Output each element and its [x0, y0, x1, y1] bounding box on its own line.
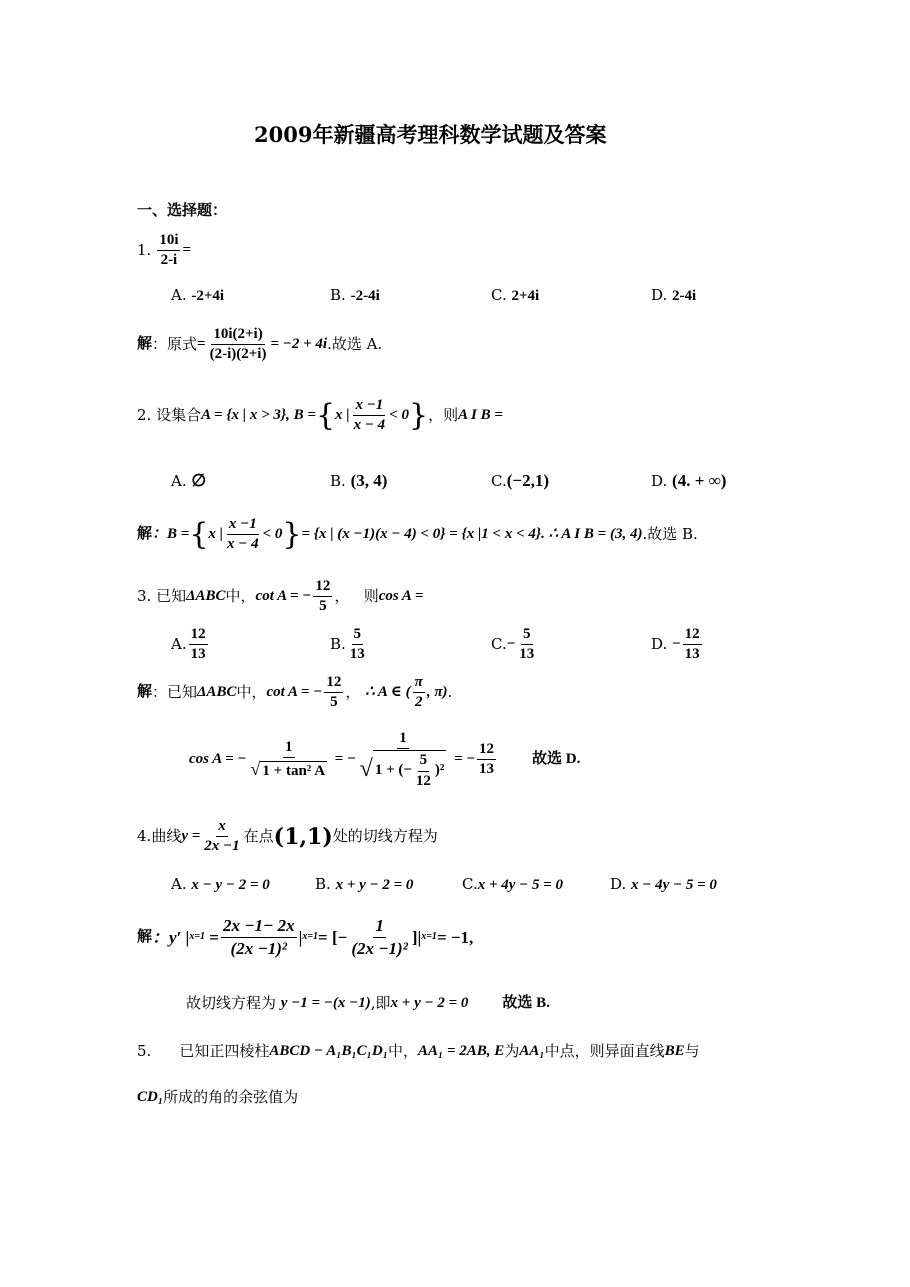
q2-option-a: A. ∅: [171, 471, 207, 490]
q2-option-c: C.(−2,1): [491, 471, 549, 490]
q5-prism: ABCD − A₁B₁C₁D₁: [269, 1043, 388, 1059]
q4-option-a: A. x − y − 2 = 0: [171, 875, 270, 893]
q3-option-d: D. − $\frac{12}{13}$: [651, 626, 700, 663]
q1-option-b: B. -2-4i: [330, 286, 380, 304]
q3-fraction-1: $\frac{1}{\text{√ 1 + tan² A}}$: [250, 739, 326, 780]
q4-number: 4.: [137, 827, 152, 846]
page-title: 2009年新疆高考理科数学试题及答案: [254, 122, 607, 147]
q5-number: 5.: [137, 1042, 152, 1060]
question-2: 2. 设集合 A = {x | x > 3}, B = { x | $\frac{x -1}{x - 4}$ < 0 } ，则 A I B =: [137, 397, 503, 434]
q1-option-d: D. 2-4i: [651, 286, 697, 304]
q1-numerator: 10i: [157, 232, 180, 251]
q2-sol-fraction: $\frac{x -1}{x - 4}$: [226, 516, 259, 553]
q3-sol-end: 故选 D.: [532, 751, 581, 768]
q1-sol-prefix: ：原式: [152, 335, 198, 354]
q2-sol-mid: = {x | (x −1)(x − 4) < 0} = {x |1 < x < 4}: [301, 526, 542, 543]
q4-point: (1,1): [273, 823, 333, 850]
q3-text: 已知: [156, 587, 187, 606]
q2-set-a: A = {x | x > 3}, B =: [201, 407, 316, 424]
q4-solution-line1: 解 ：y′ | x=1 = $\frac{2x -1- 2x}{\text{(2x −1)²}}$ | x=1 = [− $\frac{1}{\text{(2x −1)²}}$ ]| x=1 = −1,: [137, 916, 474, 958]
q3-number: 3.: [137, 587, 152, 606]
q3-fraction-2: 1 √ 1 + (− $\frac{5}{12}$ )²: [359, 730, 445, 789]
q2-text-suffix: ，则: [428, 406, 459, 425]
q3-result-fraction: $\frac{12}{13}$: [479, 741, 495, 778]
question-3: 3. 已知 ΔABC 中， cot A = − $\frac{12}{5}$ ， 则 cos A =: [137, 578, 424, 615]
q1-sol-end: .故选 A.: [327, 335, 383, 354]
q2-fraction: [352, 397, 388, 435]
q2-frac-num: x −1: [353, 397, 385, 416]
q4-option-b: B. x + y − 2 = 0: [315, 875, 414, 893]
q3-sol-therefore: ∴ A ∈ (: [365, 684, 411, 701]
q1-sol-fraction: [208, 326, 269, 364]
q2-frac-den: x − 4: [353, 417, 386, 434]
q3-option-b: B. $\frac{5}{13}$: [330, 626, 365, 663]
q1-solution: 解 ：原式 = $\frac{10i(2+i)}{(2-i)(2+i)}$ = −2 + 4i .故选 A.: [137, 326, 383, 363]
q1-number: 1.: [137, 241, 152, 260]
q4-y-eq: y =: [181, 828, 201, 845]
q3-solution-line1: 解 ：已知 ΔABC 中， cot A = − $\frac{12}{5}$ ， ∴ A ∈ ( $\frac{\pi}{2}$ , π) .: [137, 674, 453, 711]
q2-option-b: B. (3, 4): [330, 471, 388, 490]
q2-set-b-var: x |: [335, 407, 350, 424]
q2-text: 设集合: [156, 406, 202, 425]
q4-solution-line2: 故切线方程为 y −1 = −(x −1) ,即 x + y − 2 = 0 故选 B.: [186, 994, 550, 1012]
q1-option-c: C. 2+4i: [491, 286, 540, 304]
q3-solution-line2: cos A = − $\frac{1}{\text{√ 1 + tan² A}}$ = − 1 √ 1 + (− $\frac{5}{12}$ )² = − $\frac{12}{13}$ 故选 D.: [189, 730, 581, 789]
section-heading: 一、选择题：: [137, 203, 228, 219]
q3-triangle: ΔABC: [186, 588, 226, 605]
q2-solution: 解 ：B = { x | $\frac{x -1}{x - 4}$ < 0 } = {x | (x −1)(x − 4) < 0} = {x |1 < x < 4} . ∴ A I B = (3, 4) .故选 B.: [137, 516, 698, 553]
solution-label: 解: [137, 684, 153, 701]
q3-option-a: A. $\frac{12}{13}$: [171, 626, 206, 663]
question-4: 4. 曲线 y = $\frac{x}{2x -1}$ 在点 (1,1) 处的切线方程为: [137, 818, 438, 855]
solution-label: 解: [137, 526, 153, 543]
q1-fraction: [157, 232, 180, 270]
q2-option-d: D. (4. + ∞): [651, 471, 727, 490]
solution-label: 解: [137, 336, 153, 353]
q3-cot: cot A = −: [255, 588, 312, 605]
q4-option-d: D. x − 4y − 5 = 0: [610, 875, 717, 893]
q1-sol-result: = −2 + 4i: [270, 336, 328, 353]
q2-number: 2.: [137, 406, 152, 425]
solution-label: 解: [137, 928, 153, 945]
q2-sol-end: .故选 B.: [642, 525, 698, 544]
q1-option-a: A. -2+4i: [171, 286, 225, 304]
q3-option-c: C. − $\frac{5}{13}$: [491, 626, 535, 663]
q3-cos-lhs: cos A = −: [189, 751, 247, 768]
q1-equals: =: [182, 242, 192, 259]
q2-sol-therefore: . ∴ A I B = (3, 4): [541, 526, 643, 543]
q5-cd1: CD₁: [137, 1089, 164, 1105]
q2-inequality: < 0: [389, 407, 409, 424]
q1-sol-den: (2-i)(2+i): [209, 346, 267, 363]
question-5-line2: CD₁ 所成的角的余弦值为: [137, 1088, 299, 1106]
q4-option-c: C.x + 4y − 5 = 0: [462, 875, 564, 893]
q1-sol-num: 10i(2+i): [211, 326, 264, 345]
q2-sol-b: ：B =: [152, 526, 190, 543]
q3-ask: cos A =: [378, 588, 424, 605]
q1-denominator: 2-i: [160, 252, 178, 269]
q3-cot-fraction: $\frac{12}{5}$: [315, 578, 331, 615]
question-1: [137, 232, 191, 270]
q2-intersection: A I B =: [458, 407, 503, 424]
question-5: 5. 已知正四棱柱 ABCD − A₁B₁C₁D₁ 中， AA₁ = 2AB, E 为 AA₁ 中点，则异面直线 BE 与: [137, 1042, 700, 1060]
